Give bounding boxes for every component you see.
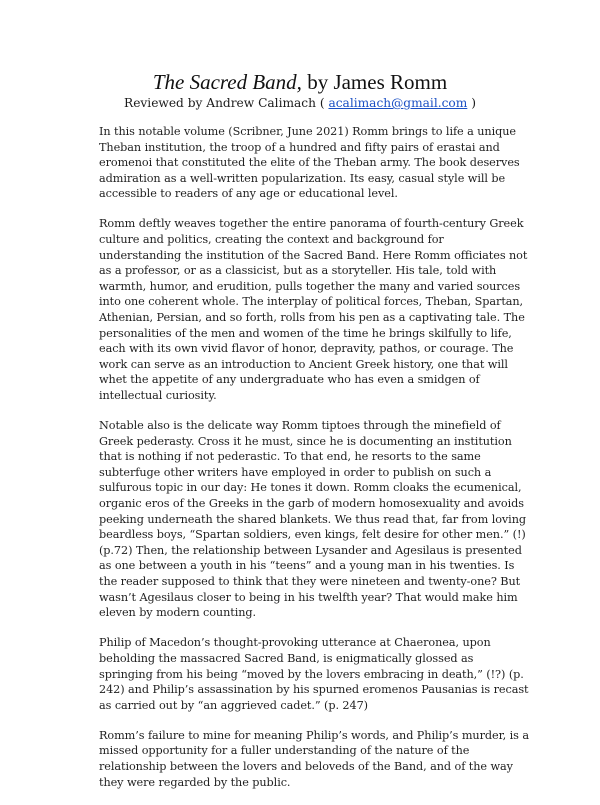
paragraph-2: Romm deftly weaves together the entire panorama of fourth-century Greek culture and politics, creating the context and background for understanding the institution of the Sacred Band. Here Romm officiates not as a professor, or as a classicist, but as a storyteller. His tale, told with warmth, humor, and erudition, pulls together the many and varied sources into one coherent whole. The interplay of political forces, Theban, Spartan, Athenian, Persian, and so forth, rolls from his pen as a captivating tale. The personalities of the men and women of the time he brings skilfully to life, each with its own vivid flavor of honor, depravity, pathos, or courage. The work can serve as an introduction to Ancient Greek history, one that will whet the appetite of any undergraduate who has even a smidgen of intellectual curiosity. [99, 217, 528, 402]
book-author: by James Romm [301, 70, 448, 94]
email-link[interactable]: acalimach@gmail.com [328, 96, 468, 110]
reviewer-name: Reviewed by Andrew Calimach ( [124, 96, 329, 110]
review-header [0, 70, 600, 111]
page-title [0, 70, 600, 94]
paragraph-5: Romm’s failure to mine for meaning Philip’s words, and Philip’s murder, is a missed opportunity for a fuller understanding of the nature of the relationship between the lovers and beloveds of the Band, and of the way they were regarded by the public. [99, 728, 529, 789]
reviewer-byline [0, 95, 600, 111]
reviewer-close: ) [467, 96, 476, 110]
paragraph-4: Philip of Macedon’s thought-provoking utterance at Chaeronea, upon beholding the massacred Sacred Band, is enigmatically glossed as springing from his being “moved by the lovers embracing in death,” (!?) (p. 242) and Philip’s assassination by his spurned eromenos Pausanias is recast as carried out by “an aggrieved cadet.” (p. 247) [99, 636, 529, 712]
paragraph-3: Notable also is the delicate way Romm tiptoes through the minefield of Greek pederasty. Cross it he must, since he is documenting an institution that is nothing if not pederastic. To that end, he resorts to the same subterfuge other writers have employed in order to publish on such a sulfurous topic in our day: He tones it down. Romm cloaks the ecumenical, organic eros of the Greeks in the garb of modern homosexuality and avoids peeking underneath the shared blankets. We thus read that, far from loving beardless boys, “Spartan soldiers, even kings, felt desire for other men.” (!) (p.72) Then, the relationship between Lysander and Agesilaus is presented as one between a youth in his “teens” and a young man in his twenties. Is the reader supposed to think that they were nineteen and twenty-one? But wasn’t Agesilaus closer to being in his twelfth year? That would make him eleven by modern counting. [99, 419, 526, 620]
paragraph-1: In this notable volume (Scribner, June 2021) Romm brings to life a unique Theban institution, the troop of a hundred and fifty pairs of erastai and eromenoi that constituted the elite of the Theban army. The book deserves admiration as a well-written popularization. Its easy, casual style will be accessible to readers of any age or educational level. [99, 125, 520, 201]
book-title: The Sacred Band, [152, 70, 302, 94]
review-body [99, 124, 529, 805]
